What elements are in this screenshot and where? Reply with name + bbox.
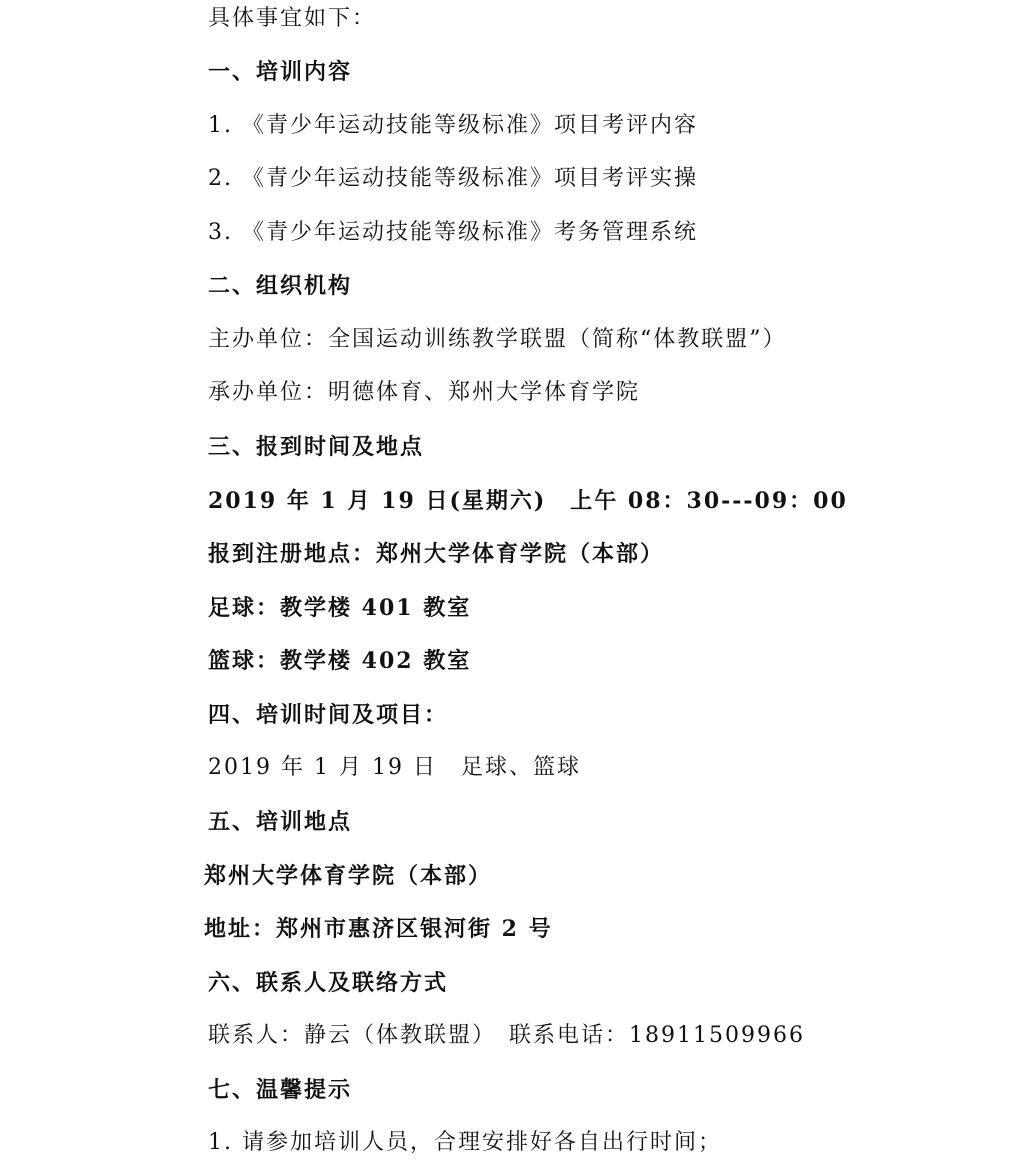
section-heading-reminder: 七、温馨提示 (208, 1077, 353, 1103)
section-heading-training-content: 一、培训内容 (208, 59, 353, 85)
basketball-room: 篮球：教学楼 402 教室 (208, 648, 472, 674)
training-content-item-3: 3. 《青少年运动技能等级标准》考务管理系统 (208, 220, 698, 245)
host-organization-text: 主办单位：全国运动训练教学联盟（简称“体教联盟”） (208, 327, 787, 352)
section-heading-registration: 三、报到时间及地点 (208, 434, 425, 460)
section-heading-contact: 六、联系人及联络方式 (208, 970, 449, 996)
training-content-item-1: 1. 《青少年运动技能等级标准》项目考评内容 (208, 113, 698, 138)
training-content-item-2: 2. 《青少年运动技能等级标准》项目考评实操 (208, 166, 698, 191)
registration-location: 报到注册地点：郑州大学体育学院（本部） (208, 541, 665, 567)
training-time-detail: 2019 年 1 月 19 日 足球、篮球 (208, 755, 581, 780)
reminder-item-1: 1. 请参加培训人员，合理安排好各自出行时间； (208, 1130, 722, 1155)
training-address: 地址：郑州市惠济区银河街 2 号 (204, 916, 553, 942)
section-heading-training-location: 五、培训地点 (208, 809, 353, 835)
training-venue: 郑州大学体育学院（本部） (204, 863, 493, 889)
contact-info: 联系人：静云（体教联盟） 联系电话：18911509966 (208, 1023, 805, 1048)
organizer-text: 承办单位：明德体育、郑州大学体育学院 (208, 380, 641, 405)
section-heading-training-time: 四、培训时间及项目： (208, 702, 449, 728)
intro-text: 具体事宜如下： (208, 6, 377, 31)
section-heading-organization: 二、组织机构 (208, 273, 353, 299)
football-room: 足球：教学楼 401 教室 (208, 595, 472, 621)
registration-datetime: 2019 年 1 月 19 日(星期六) 上午 08：30---09：00 (208, 488, 848, 514)
